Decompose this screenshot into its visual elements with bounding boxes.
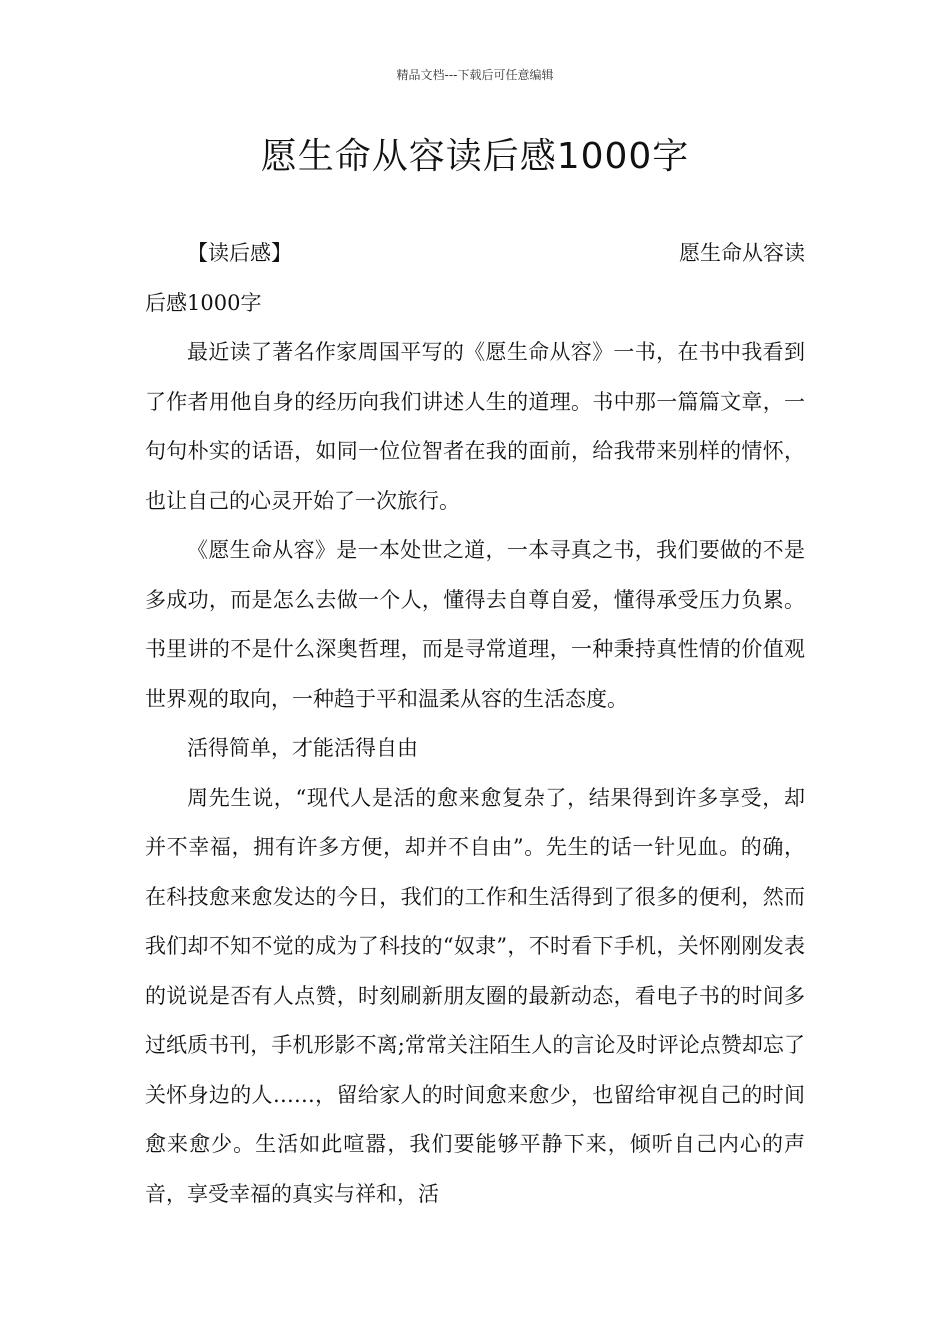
document-title: 愿生命从容读后感1000字 [260, 136, 690, 177]
paragraph-book-summary: 《愿生命从容》是一本处世之道，一本寻真之书，我们要做的不是多成功，而是怎么去做一个人，懂得去自尊自爱，懂得承受压力负累。书里讲的不是什么深奥哲理，而是寻常道理，一种秉持真性情的价值观世界观的取向，一种趋于平和温柔从容的生活态度。 [145, 538, 805, 711]
subject-text-a: 愿生命从容读 [679, 241, 805, 265]
document-body [145, 229, 805, 1219]
section-heading-simple-life: 活得简单，才能活得自由 [187, 736, 418, 760]
paragraph-modern-life: 周先生说，“现代人是活的愈来愈复杂了，结果得到许多享受，却并不幸福，拥有许多方便，却并不自由”。先生的话一针见血。的确，在科技愈来愈发达的今日，我们的工作和生活得到了很多的便利，然而我们却不知不觉的成为了科技的“奴隶”，不时看下手机，关怀刚刚发表的说说是否有人点赞，时刻刷新朋友圈的最新动态，看电子书的时间多过纸质书刊，手机形影不离;常常关注陌生人的言论及时评论点赞却忘了关怀身边的人……，留给家人的时间愈来愈少，也留给审视自己的时间愈来愈少。生活如此喧嚣，我们要能够平静下来，倾听自己内心的声音，享受幸福的真实与祥和，活 [145, 785, 805, 1206]
category-label: 【读后感】 [187, 241, 292, 265]
page-header: 精品文档---下载后可任意编辑 [396, 68, 554, 82]
category-line [145, 229, 805, 279]
paragraph-intro: 最近读了著名作家周国平写的《愿生命从容》一书，在书中我看到了作者用他自身的经历向我们讲述人生的道理。书中那一篇篇文章，一句句朴实的话语，如同一位位智者在我的面前，给我带来别样的情怀，也让自己的心灵开始了一次旅行。 [145, 340, 805, 513]
subject-text-b: 后感1000字 [145, 290, 262, 315]
